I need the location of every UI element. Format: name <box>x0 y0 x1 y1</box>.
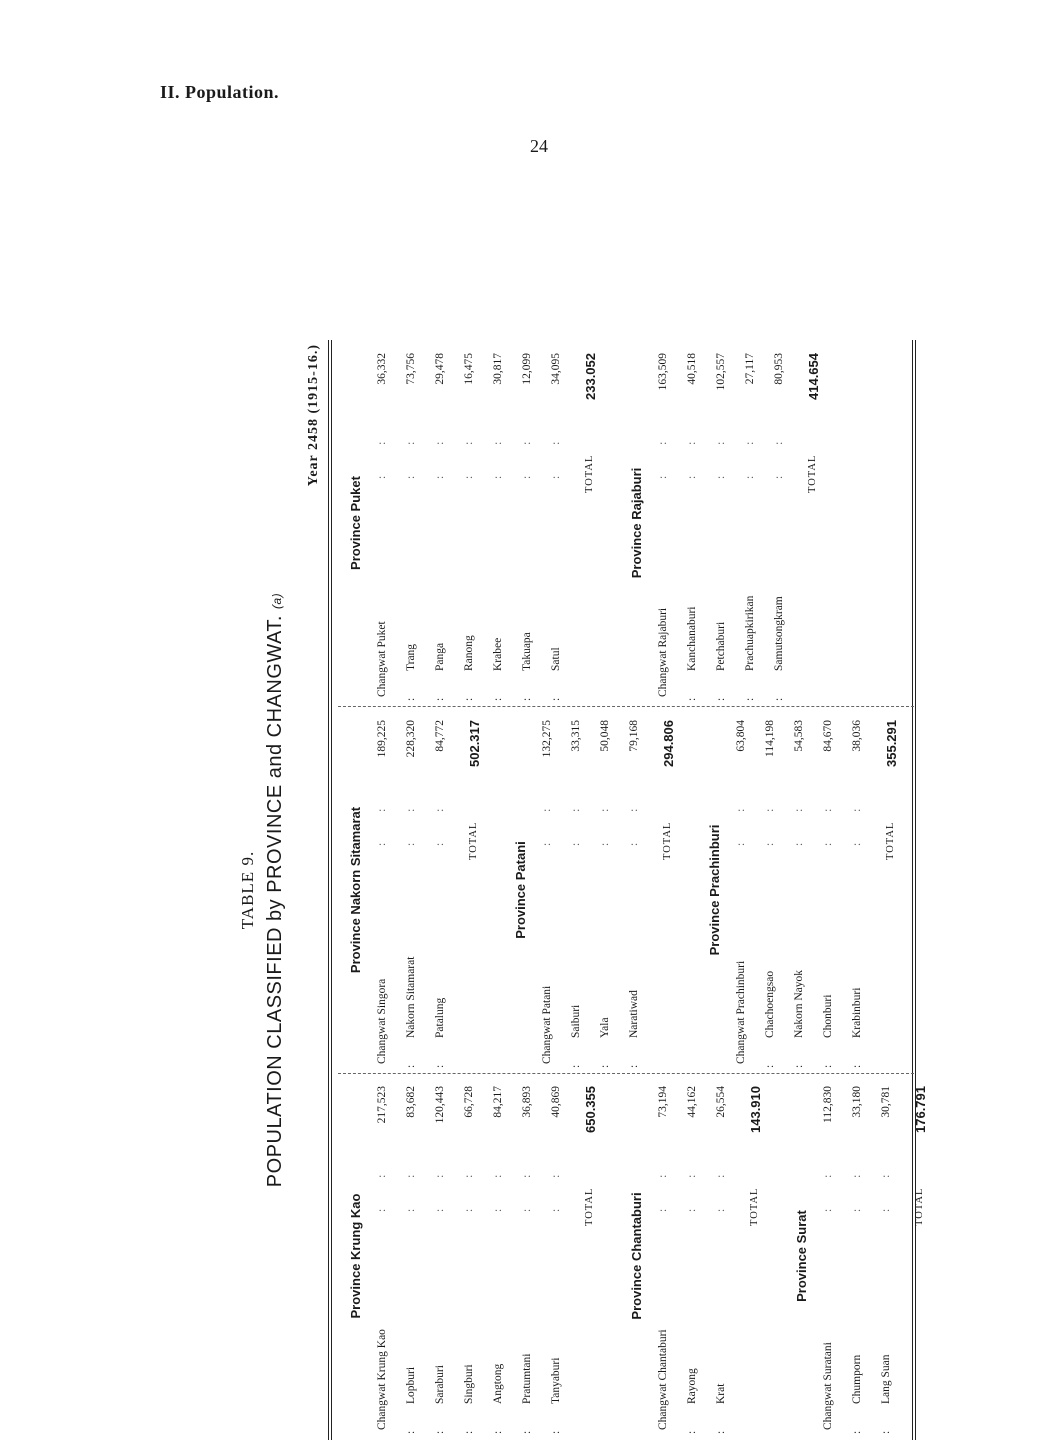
province-total: 502.317 <box>467 720 482 767</box>
changwat-name: Ranong <box>463 635 475 671</box>
changwat-name: Krabinburi <box>851 987 863 1038</box>
changwat-name: Krabee <box>492 637 504 671</box>
changwat-name: Pratumtani <box>521 1353 533 1404</box>
province-total: 143.910 <box>748 1086 763 1133</box>
total-label: TOTAL <box>914 1187 925 1226</box>
leader-dots: : : <box>735 794 747 846</box>
total-row <box>467 710 489 1070</box>
table-row <box>434 1076 452 1436</box>
population-value: 63,804 <box>735 720 747 752</box>
total-label: TOTAL <box>807 454 818 493</box>
population-value: 33,180 <box>851 1086 863 1118</box>
table-row <box>376 343 394 703</box>
population-value: 73,194 <box>657 1086 669 1118</box>
table-label: TABLE 9. <box>238 850 257 930</box>
province-heading: Province Chantaburi <box>629 1192 644 1320</box>
total-row <box>583 343 605 703</box>
leader-dots: : : <box>793 794 805 846</box>
ditto-mark: : <box>599 1064 611 1068</box>
total-row <box>661 710 683 1070</box>
leader-dots: : : <box>550 427 562 479</box>
total-label: TOTAL <box>584 1187 595 1226</box>
ditto-mark: : <box>434 697 446 701</box>
table-row <box>376 1076 394 1436</box>
province-heading: Province Puket <box>348 476 363 570</box>
total-label: TOTAL <box>885 821 896 860</box>
changwat-name: Changwat Puket <box>376 621 388 697</box>
ditto-mark: : <box>880 1430 892 1434</box>
ditto-mark: : <box>405 697 417 701</box>
leader-dots: : : <box>376 794 388 846</box>
table-row <box>851 1076 869 1436</box>
leader-dots: : : <box>715 427 727 479</box>
table-column-1 <box>342 1076 928 1436</box>
leader-dots: : : <box>521 427 533 479</box>
changwat-name: Samutsongkram <box>773 596 785 671</box>
table-row <box>735 710 753 1070</box>
population-value: 112,830 <box>822 1086 834 1123</box>
population-value: 50,048 <box>599 720 611 752</box>
leader-dots: : : <box>851 1160 863 1212</box>
total-label: TOTAL <box>662 821 673 860</box>
changwat-name: Changwat Chantaburi <box>657 1329 669 1430</box>
province-total: 650.355 <box>583 1086 598 1133</box>
population-value: 163,509 <box>657 353 669 391</box>
leader-dots: : : <box>628 794 640 846</box>
province-total: 294.806 <box>661 720 676 767</box>
leader-dots: : : <box>686 427 698 479</box>
table-row <box>463 1076 481 1436</box>
province-heading: Province Rajaburi <box>629 467 644 579</box>
population-value: 30,781 <box>880 1086 892 1118</box>
table-row <box>744 343 762 703</box>
leader-dots: : : <box>492 427 504 479</box>
ditto-mark: : <box>764 1064 776 1068</box>
changwat-name: Changwat Prachinburi <box>735 960 747 1064</box>
table-row <box>434 710 452 1070</box>
population-value: 84,772 <box>434 720 446 752</box>
leader-dots: : : <box>773 427 785 479</box>
population-value: 217,523 <box>376 1086 388 1124</box>
province-total: 233.052 <box>583 353 598 400</box>
province-heading: Province Nakorn Sitamarat <box>348 806 363 974</box>
changwat-name: Changwat Suratani <box>822 1342 834 1430</box>
changwat-name: Chumporn <box>851 1354 863 1404</box>
changwat-name: Rayong <box>686 1368 698 1404</box>
total-label: TOTAL <box>584 454 595 493</box>
ditto-mark: : <box>851 1064 863 1068</box>
population-value: 54,583 <box>793 720 805 752</box>
province-heading: Province Prachinburi <box>707 824 722 956</box>
ditto-mark: : <box>628 1064 640 1068</box>
table-title <box>264 340 287 1440</box>
leader-dots: : : <box>434 1160 446 1212</box>
leader-dots: : : <box>405 1160 417 1212</box>
leader-dots: : : <box>599 794 611 846</box>
table-row <box>851 710 869 1070</box>
ditto-mark: : <box>715 1430 727 1434</box>
leader-dots: : : <box>822 794 834 846</box>
ditto-mark: : <box>405 1064 417 1068</box>
population-value: 12,099 <box>521 353 533 385</box>
changwat-name: Chachoengsao <box>764 970 776 1038</box>
leader-dots: : : <box>764 794 776 846</box>
ditto-mark: : <box>773 697 785 701</box>
changwat-name: Angtong <box>492 1363 504 1404</box>
table-row <box>492 343 510 703</box>
leader-dots: : : <box>570 794 582 846</box>
population-value: 40,518 <box>686 353 698 385</box>
population-value: 66,728 <box>463 1086 475 1118</box>
column-divider <box>338 1073 914 1074</box>
table-year: Year 2458 (1915-16.) <box>306 344 321 487</box>
table-row <box>521 343 539 703</box>
population-value: 29,478 <box>434 353 446 385</box>
leader-dots: : : <box>744 427 756 479</box>
table-column-2 <box>342 710 912 1070</box>
table-row <box>628 710 646 1070</box>
population-value: 30,817 <box>492 353 504 385</box>
leader-dots: : : <box>851 794 863 846</box>
changwat-name: Nakorn Nayok <box>793 969 805 1038</box>
province-heading: Province Patani <box>513 841 528 939</box>
ditto-mark: : <box>822 1064 834 1068</box>
population-value: 189,225 <box>376 720 388 758</box>
ditto-mark: : <box>744 697 756 701</box>
province-heading: Province Surat <box>794 1210 809 1302</box>
page-number: 24 <box>530 136 548 156</box>
changwat-name: Petchaburi <box>715 621 727 671</box>
table-row <box>715 343 733 703</box>
table-row <box>599 710 617 1070</box>
population-value: 27,117 <box>744 353 756 385</box>
leader-dots: : : <box>657 1160 669 1212</box>
table-row <box>463 343 481 703</box>
changwat-name: Naratiwad <box>628 990 640 1038</box>
leader-dots: : : <box>463 1160 475 1212</box>
changwat-name: Chonburi <box>822 994 834 1038</box>
ditto-mark: : <box>851 1430 863 1434</box>
total-label: TOTAL <box>749 1187 760 1226</box>
changwat-name: Lopburi <box>405 1366 417 1404</box>
leader-dots: : : <box>405 427 417 479</box>
ditto-mark: : <box>434 1064 446 1068</box>
population-value: 36,893 <box>521 1086 533 1118</box>
table-title-text: POPULATION CLASSIFIED by PROVINCE and CHANGWAT. <box>264 615 286 1188</box>
table-row <box>570 710 588 1070</box>
population-value: 44,162 <box>686 1086 698 1118</box>
changwat-name: Changwat Singora <box>376 978 388 1064</box>
changwat-name: Tanyaburi <box>550 1357 562 1404</box>
ditto-mark: : <box>793 1064 805 1068</box>
table-row <box>657 1076 675 1436</box>
table-row <box>715 1076 733 1436</box>
leader-dots: : : <box>376 427 388 479</box>
table-row <box>686 1076 704 1436</box>
table-row <box>822 1076 840 1436</box>
ditto-mark: : <box>405 1430 417 1434</box>
leader-dots: : : <box>463 427 475 479</box>
leader-dots: : : <box>822 1160 834 1212</box>
table-row <box>773 343 791 703</box>
total-row <box>583 1076 605 1436</box>
ditto-mark: : <box>570 1064 582 1068</box>
table-footnote-mark: (a) <box>270 592 284 609</box>
province-total: 355.291 <box>884 720 899 767</box>
ditto-mark: : <box>521 1430 533 1434</box>
population-value: 79,168 <box>628 720 640 752</box>
leader-dots: : : <box>880 1160 892 1212</box>
table-row <box>541 710 559 1070</box>
table-row <box>686 343 704 703</box>
ditto-mark: : <box>521 697 533 701</box>
changwat-name: Saiburi <box>570 1004 582 1038</box>
population-value: 84,217 <box>492 1086 504 1118</box>
column-divider <box>338 706 914 707</box>
changwat-name: Lang Suan <box>880 1354 892 1404</box>
total-row <box>913 1076 935 1436</box>
total-row <box>884 710 906 1070</box>
population-value: 132,275 <box>541 720 553 758</box>
province-total: 176.791 <box>913 1086 928 1133</box>
population-value: 26,554 <box>715 1086 727 1118</box>
changwat-name: Nakorn Sitamarat <box>405 956 417 1038</box>
total-row <box>806 343 828 703</box>
leader-dots: : : <box>686 1160 698 1212</box>
table-row <box>822 710 840 1070</box>
table-row <box>376 710 394 1070</box>
table-row <box>405 343 423 703</box>
ditto-mark: : <box>686 1430 698 1434</box>
ditto-mark: : <box>550 697 562 701</box>
population-value: 40,869 <box>550 1086 562 1118</box>
leader-dots: : : <box>550 1160 562 1212</box>
ditto-mark: : <box>434 1430 446 1434</box>
table-row <box>405 710 423 1070</box>
leader-dots: : : <box>405 794 417 846</box>
leader-dots: : : <box>715 1160 727 1212</box>
ditto-mark: : <box>492 697 504 701</box>
changwat-name: Panga <box>434 642 446 671</box>
total-row <box>748 1076 770 1436</box>
changwat-name: Changwat Patani <box>541 985 553 1064</box>
table-column-3 <box>342 343 912 703</box>
table-row <box>793 710 811 1070</box>
table-row <box>550 343 568 703</box>
changwat-name: Takuapa <box>521 632 533 671</box>
population-value: 34,095 <box>550 353 562 385</box>
leader-dots: : : <box>657 427 669 479</box>
table-row <box>880 1076 898 1436</box>
table-row <box>764 710 782 1070</box>
changwat-name: Kanchanaburi <box>686 606 698 671</box>
population-value: 102,557 <box>715 353 727 391</box>
population-value: 38,036 <box>851 720 863 752</box>
population-value: 16,475 <box>463 353 475 385</box>
table-row <box>550 1076 568 1436</box>
ditto-mark: : <box>463 1430 475 1434</box>
leader-dots: : : <box>434 427 446 479</box>
total-label: TOTAL <box>468 821 479 860</box>
population-value: 228,320 <box>405 720 417 758</box>
ditto-mark: : <box>550 1430 562 1434</box>
changwat-name: Prachuapkirikan <box>744 595 756 671</box>
population-value: 114,198 <box>764 720 776 757</box>
changwat-name: Changwat Rajaburi <box>657 607 669 697</box>
ditto-mark: : <box>686 697 698 701</box>
population-value: 33,315 <box>570 720 582 752</box>
province-total: 414.654 <box>806 353 821 400</box>
leader-dots: : : <box>541 794 553 846</box>
table-row <box>434 343 452 703</box>
section-title: II. Population. <box>160 82 280 102</box>
province-heading: Province Krung Kao <box>348 1193 363 1319</box>
changwat-name: Changwat Krung Kao <box>376 1329 388 1430</box>
rotated-table-page <box>238 340 928 1440</box>
changwat-name: Yala <box>599 1017 611 1038</box>
population-value: 36,332 <box>376 353 388 385</box>
population-value: 120,443 <box>434 1086 446 1124</box>
changwat-name: Patalung <box>434 997 446 1038</box>
ditto-mark: : <box>463 697 475 701</box>
population-value: 84,670 <box>822 720 834 752</box>
table-row <box>657 343 675 703</box>
changwat-name: Satul <box>550 647 562 671</box>
ditto-mark: : <box>492 1430 504 1434</box>
population-value: 80,953 <box>773 353 785 385</box>
leader-dots: : : <box>434 794 446 846</box>
leader-dots: : : <box>376 1160 388 1212</box>
leader-dots: : : <box>521 1160 533 1212</box>
ditto-mark: : <box>715 697 727 701</box>
changwat-name: Krat <box>715 1383 727 1404</box>
changwat-name: Trang <box>405 643 417 671</box>
changwat-name: Saraburi <box>434 1365 446 1404</box>
table-row <box>521 1076 539 1436</box>
changwat-name: Singburi <box>463 1364 475 1404</box>
leader-dots: : : <box>492 1160 504 1212</box>
population-value: 83,682 <box>405 1086 417 1118</box>
table-row <box>492 1076 510 1436</box>
table-row <box>405 1076 423 1436</box>
population-value: 73,756 <box>405 353 417 385</box>
